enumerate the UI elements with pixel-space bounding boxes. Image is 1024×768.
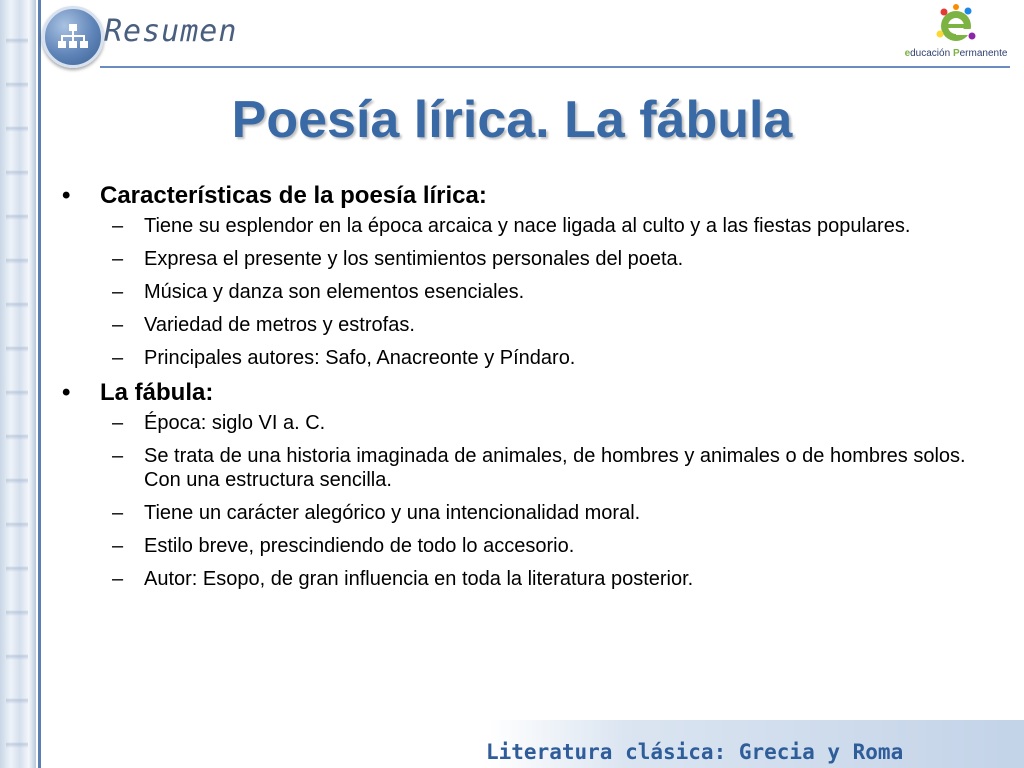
header-rule bbox=[100, 66, 1010, 68]
list-item: – Autor: Esopo, de gran influencia en toda la literatura posterior. bbox=[112, 568, 694, 590]
list-item: – Principales autores: Safo, Anacreonte y Píndaro. bbox=[112, 347, 576, 369]
footer-text: Literatura clásica: Grecia y Roma bbox=[486, 740, 904, 764]
sublist-lirica bbox=[60, 214, 980, 370]
bullet-dot: • bbox=[62, 182, 71, 209]
list-item: – Expresa el presente y los sentimientos personales del poeta. bbox=[112, 248, 684, 270]
bullet-heading: La fábula: bbox=[100, 379, 214, 406]
logo-text: educación Permanente bbox=[904, 48, 1008, 59]
slide-title: Poesía lírica. La fábula bbox=[231, 91, 793, 149]
sublist-fabula bbox=[60, 411, 980, 591]
list-item: – Variedad de metros y estrofas. bbox=[112, 314, 415, 336]
list-item: – Tiene su esplendor en la época arcaica y nace ligada al culto y a las fiestas populares. bbox=[112, 215, 911, 237]
list-item: – Tiene un carácter alegórico y una intencionalidad moral. bbox=[112, 502, 641, 524]
list-item: – Se trata de una historia imaginada de animales, de hombres y animales o de hombres solos. Con una estructura sencilla. bbox=[112, 445, 966, 491]
educacion-permanente-logo bbox=[896, 4, 1016, 64]
list-item: – Época: siglo VI a. C. bbox=[112, 412, 326, 434]
slide-content bbox=[60, 182, 980, 600]
section-title: Resumen bbox=[104, 14, 238, 49]
bullet-fabula bbox=[60, 379, 980, 407]
sitemap-icon bbox=[42, 6, 104, 68]
bullet-dot: • bbox=[62, 379, 71, 406]
list-item: – Música y danza son elementos esenciales. bbox=[112, 281, 525, 303]
bullet-lirica bbox=[60, 182, 980, 210]
logo-e-icon bbox=[896, 4, 1016, 48]
list-item: – Estilo breve, prescindiendo de todo lo accesorio. bbox=[112, 535, 575, 557]
bullet-heading: Características de la poesía lírica: bbox=[100, 182, 487, 209]
